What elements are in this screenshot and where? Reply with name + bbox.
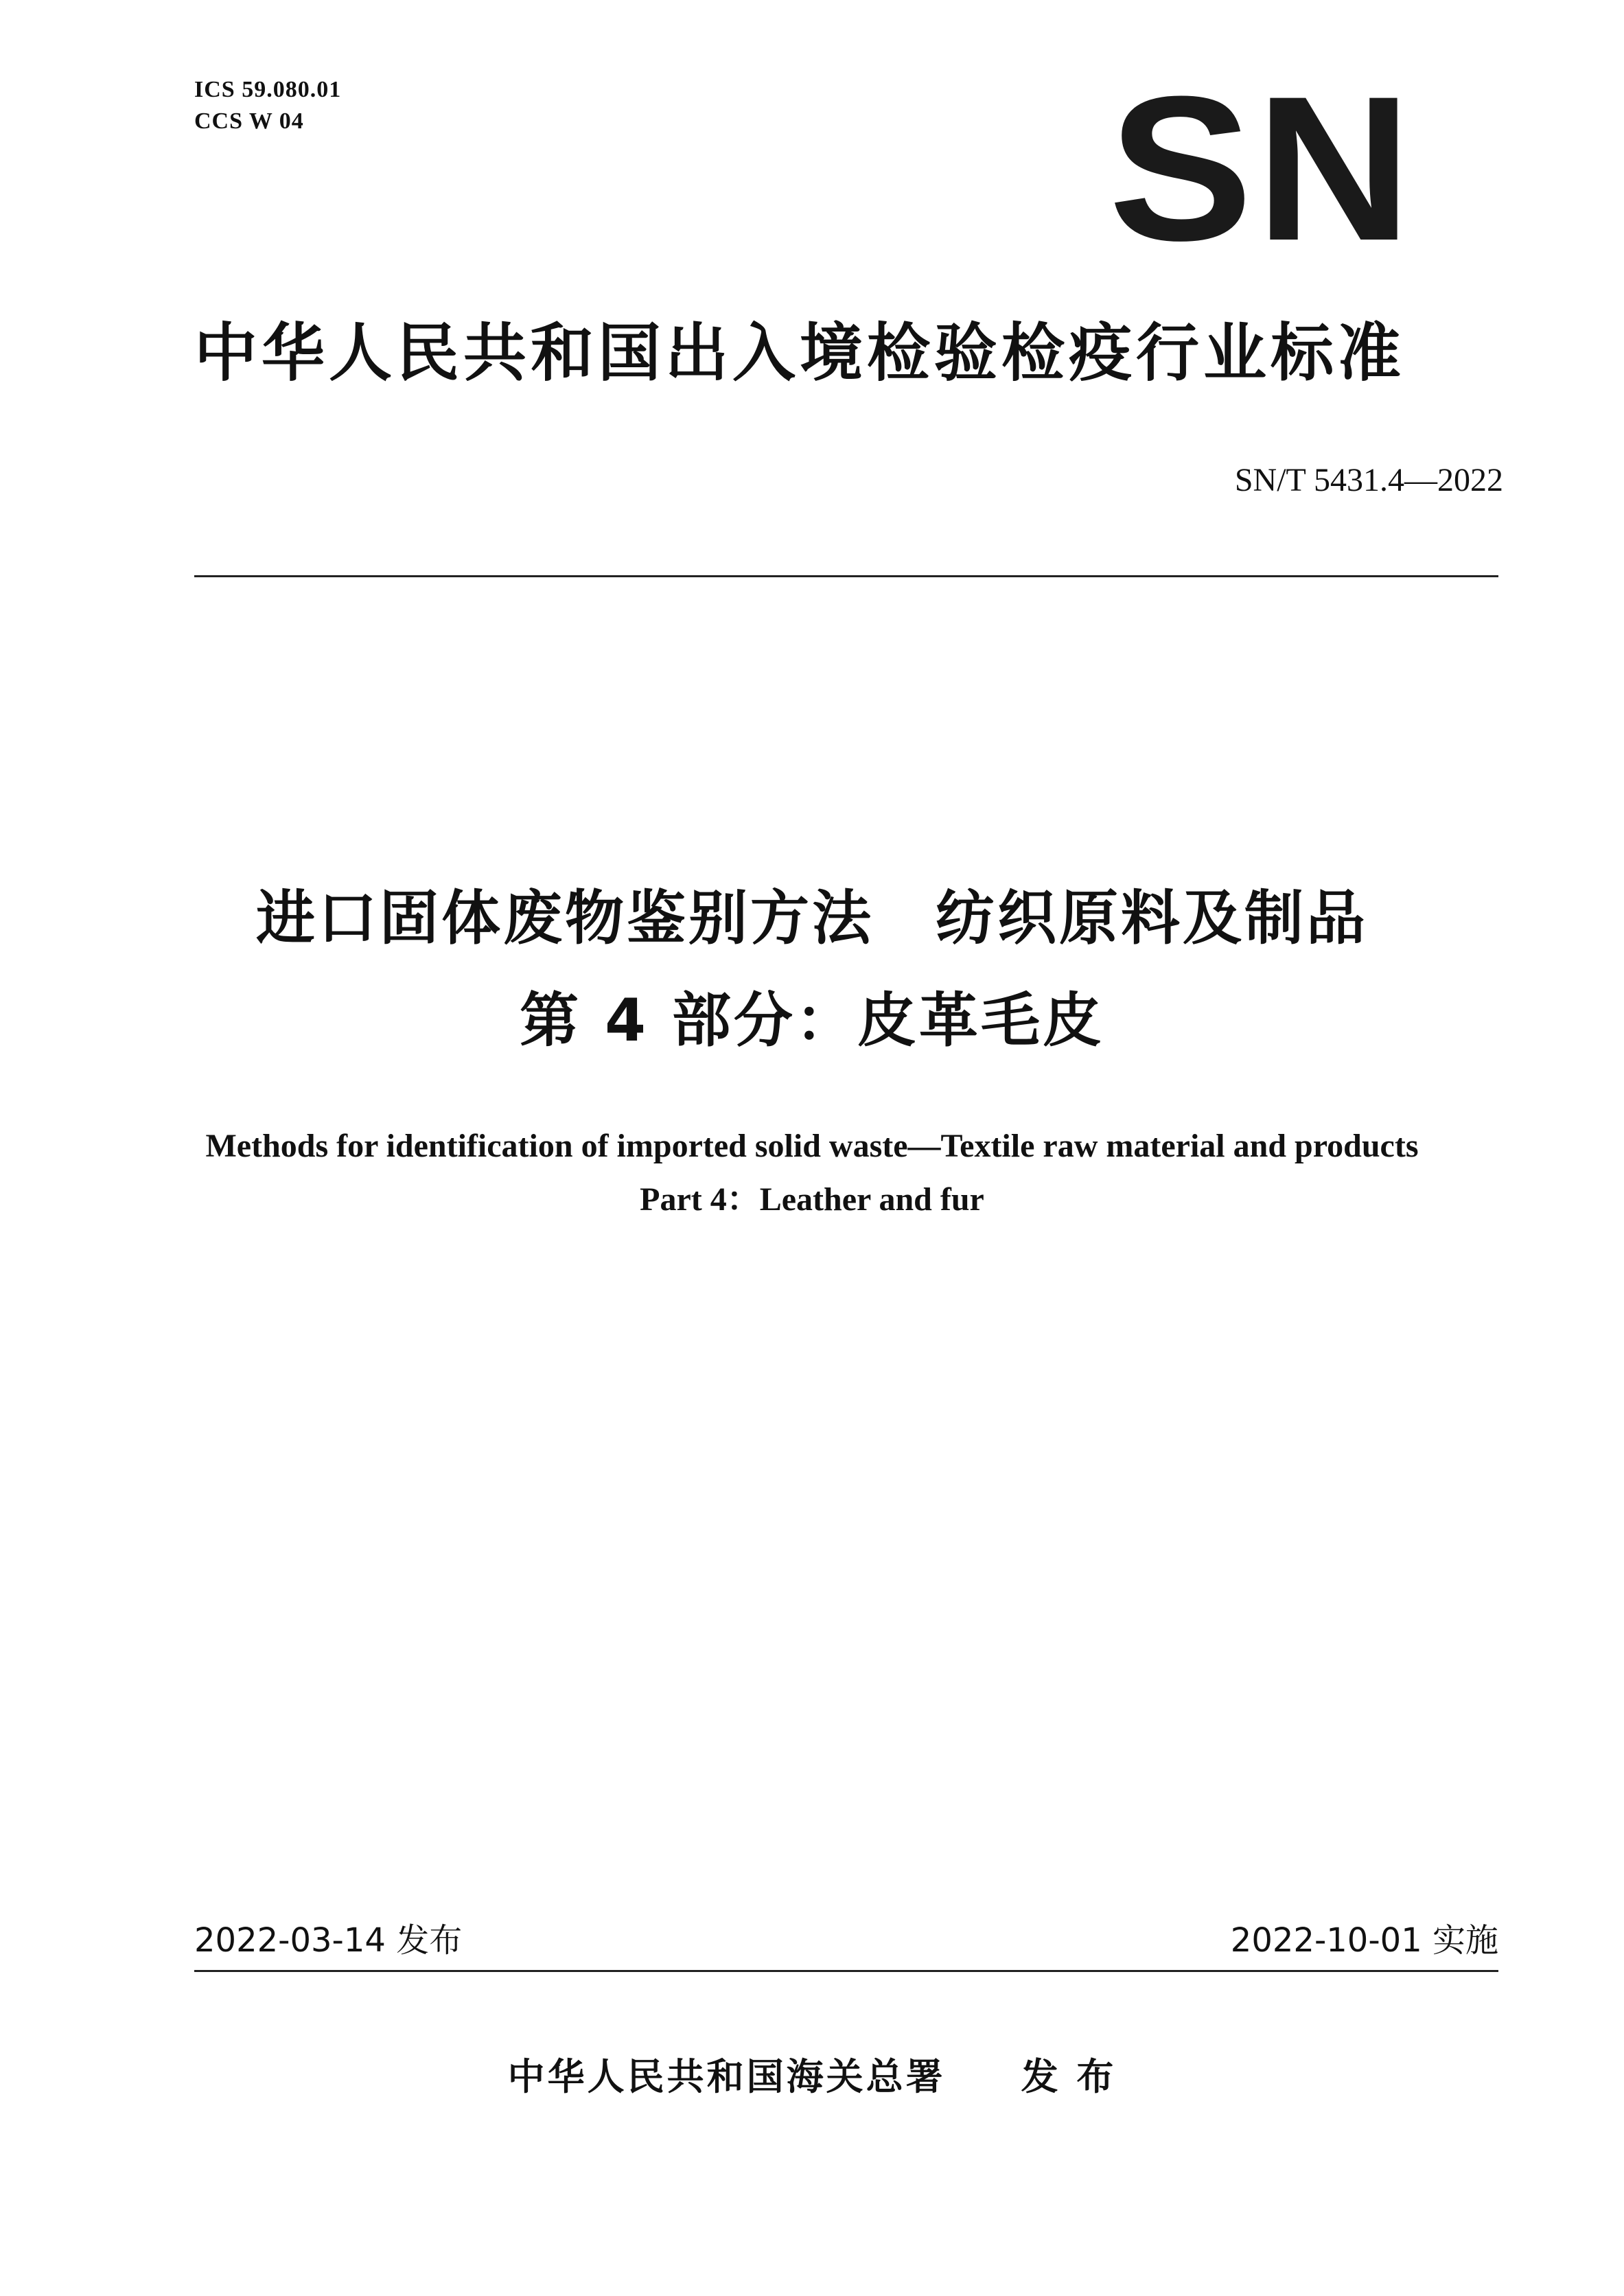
title-cn-line-2: 第 4 部分：皮革毛皮 [520, 986, 1104, 1055]
classification-codes [194, 74, 341, 137]
title-en-line-1: Methods for identification of imported solid waste—Textile raw material and products [205, 1128, 1419, 1164]
footer-divider [194, 1970, 1498, 1972]
title-en-line-2: Part 4：Leather and fur [640, 1181, 984, 1218]
standard-number: SN/T 5431.4—2022 [1234, 462, 1503, 498]
header-divider [194, 575, 1498, 577]
implementation-date: 2022-10-01 实施 [1230, 1921, 1498, 1960]
sn-logo: SN [1109, 53, 1415, 283]
publisher-name: 中华人民共和国海关总署 [507, 2055, 946, 2098]
title-cn-line-1: 进口固体废物鉴别方法 纺织原料及制品 [256, 884, 1368, 953]
publisher-line [126, 2052, 1498, 2102]
ics-code: ICS 59.080.01 [194, 77, 342, 102]
issue-date: 2022-03-14 发布 [194, 1921, 463, 1960]
ccs-code: CCS W 04 [194, 108, 304, 134]
publisher-action: 发 布 [1021, 2055, 1117, 2098]
issuing-standard-category: 中华人民共和国出入境检验检疫行业标准 [194, 316, 1406, 390]
